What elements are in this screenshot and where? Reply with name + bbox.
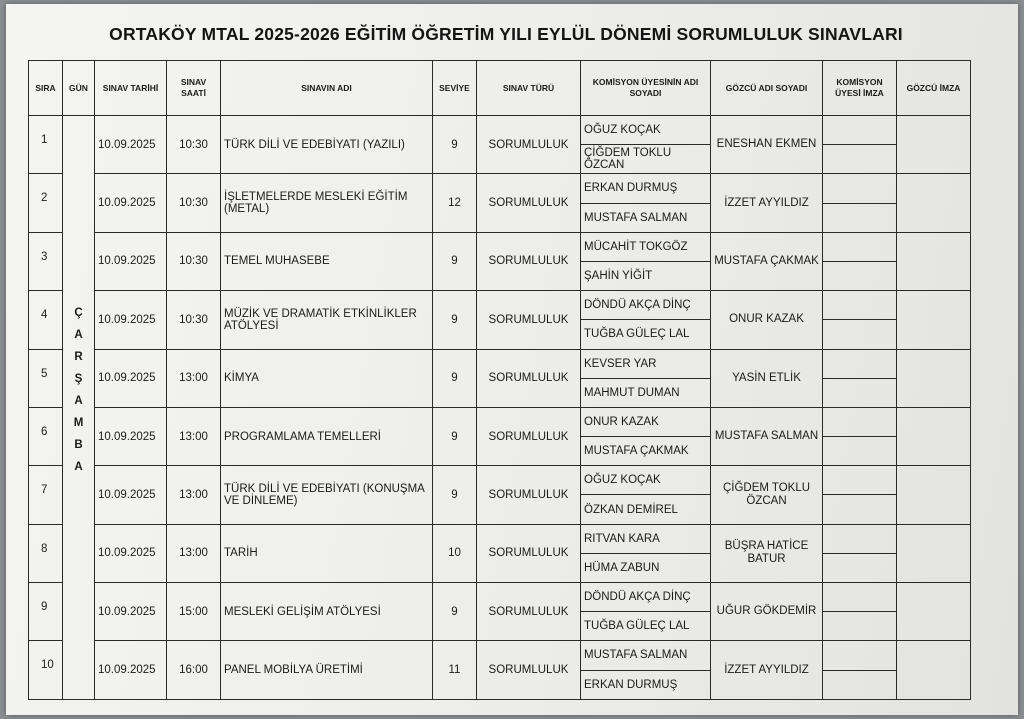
exam-level: 10 [433, 524, 477, 582]
proctor-signature-cell [897, 349, 971, 407]
exam-type: SORUMLULUK [477, 174, 581, 232]
proctor-name: İZZET AYYILDIZ [711, 174, 823, 232]
commission-member: DÖNDÜ AKÇA DİNÇ [581, 583, 711, 612]
commission-signature-cell [823, 670, 897, 699]
commission-member: OĞUZ KOÇAK [581, 466, 711, 495]
row-number: 9 [29, 583, 63, 641]
exam-type: SORUMLULUK [477, 466, 581, 524]
proctor-signature-cell [897, 232, 971, 290]
commission-signature-cell [823, 407, 897, 436]
commission-signature-cell [823, 495, 897, 524]
proctor-name: MUSTAFA ÇAKMAK [711, 232, 823, 290]
commission-member: ERKAN DURMUŞ [581, 174, 711, 203]
table-header-row [29, 61, 971, 116]
commission-signature-cell [823, 466, 897, 495]
header-komisyon-imza: KOMİSYON ÜYESİ İMZA [823, 61, 897, 116]
commission-signature-cell [823, 232, 897, 261]
exam-date: 10.09.2025 [95, 583, 167, 641]
commission-member: TUĞBA GÜLEÇ LAL [581, 320, 711, 349]
exam-type: SORUMLULUK [477, 407, 581, 465]
exam-name: TÜRK DİLİ VE EDEBİYATI (YAZILI) [221, 116, 433, 174]
proctor-signature-cell [897, 466, 971, 524]
exam-name: İŞLETMELERDE MESLEKİ EĞİTİM (METAL) [221, 174, 433, 232]
commission-signature-cell [823, 437, 897, 466]
exam-time: 10:30 [167, 116, 221, 174]
header-seviye: SEVİYE [433, 61, 477, 116]
page-title: ORTAKÖY MTAL 2025-2026 EĞİTİM ÖĞRETİM YILI EYLÜL DÖNEMİ SORUMLULUK SINAVLARI [109, 24, 903, 44]
commission-signature-cell [823, 612, 897, 641]
row-number: 7 [29, 466, 63, 524]
exam-type: SORUMLULUK [477, 349, 581, 407]
document-page [6, 4, 1018, 715]
day-letter: A [74, 329, 83, 341]
exam-date: 10.09.2025 [95, 349, 167, 407]
commission-signature-cell [823, 553, 897, 582]
day-letter: Ç [74, 307, 83, 319]
exam-type: SORUMLULUK [477, 583, 581, 641]
day-letter: M [73, 417, 84, 429]
proctor-signature-cell [897, 116, 971, 174]
exam-date: 10.09.2025 [95, 232, 167, 290]
exam-time: 16:00 [167, 641, 221, 700]
row-number: 8 [29, 524, 63, 582]
exam-date: 10.09.2025 [95, 407, 167, 465]
exam-date: 10.09.2025 [95, 291, 167, 349]
exam-level: 12 [433, 174, 477, 232]
table-row [29, 349, 971, 378]
exam-level: 9 [433, 466, 477, 524]
row-number: 3 [29, 232, 63, 290]
commission-signature-cell [823, 583, 897, 612]
exam-time: 10:30 [167, 174, 221, 232]
exam-type: SORUMLULUK [477, 116, 581, 174]
exam-date: 10.09.2025 [95, 174, 167, 232]
commission-member: HÜMA ZABUN [581, 553, 711, 582]
exam-name: MESLEKİ GELİŞİM ATÖLYESİ [221, 583, 433, 641]
exam-time: 10:30 [167, 232, 221, 290]
day-letter: A [74, 461, 83, 473]
exam-level: 11 [433, 641, 477, 700]
commission-signature-cell [823, 524, 897, 553]
commission-member: MUSTAFA SALMAN [581, 203, 711, 232]
exam-name: MÜZİK VE DRAMATİK ETKİNLİKLER ATÖLYESİ [221, 291, 433, 349]
proctor-signature-cell [897, 174, 971, 232]
row-number: 5 [29, 349, 63, 407]
header-tur: SINAV TÜRÜ [477, 61, 581, 116]
commission-member: MUSTAFA ÇAKMAK [581, 437, 711, 466]
exam-date: 10.09.2025 [95, 641, 167, 700]
proctor-signature-cell [897, 291, 971, 349]
day-letter: R [74, 351, 83, 363]
proctor-name: BÜŞRA HATİCE BATUR [711, 524, 823, 582]
exam-level: 9 [433, 583, 477, 641]
commission-member: OĞUZ KOÇAK [581, 116, 711, 145]
exam-time: 13:00 [167, 349, 221, 407]
exam-time: 10:30 [167, 291, 221, 349]
row-number: 10 [29, 641, 63, 700]
exam-name: TEMEL MUHASEBE [221, 232, 433, 290]
row-number: 4 [29, 291, 63, 349]
table-row [29, 641, 971, 670]
commission-signature-cell [823, 203, 897, 232]
proctor-name: MUSTAFA SALMAN [711, 407, 823, 465]
commission-member: RITVAN KARA [581, 524, 711, 553]
commission-signature-cell [823, 378, 897, 407]
table-row [29, 232, 971, 261]
day-cell [63, 116, 95, 700]
proctor-signature-cell [897, 583, 971, 641]
header-komisyon: KOMİSYON ÜYESİNİN ADI SOYADI [581, 61, 711, 116]
proctor-name: ONUR KAZAK [711, 291, 823, 349]
proctor-name: UĞUR GÖKDEMİR [711, 583, 823, 641]
table-row [29, 466, 971, 495]
exam-name: PANEL MOBİLYA ÜRETİMİ [221, 641, 433, 700]
commission-member: ERKAN DURMUŞ [581, 670, 711, 699]
commission-member: ÖZKAN DEMİREL [581, 495, 711, 524]
commission-signature-cell [823, 174, 897, 203]
exam-level: 9 [433, 349, 477, 407]
commission-member: MAHMUT DUMAN [581, 378, 711, 407]
row-number: 2 [29, 174, 63, 232]
exam-level: 9 [433, 407, 477, 465]
exam-name: TÜRK DİLİ VE EDEBİYATI (KONUŞMA VE DİNLEME) [221, 466, 433, 524]
header-ad: SINAVIN ADI [221, 61, 433, 116]
table-row [29, 524, 971, 553]
row-number: 1 [29, 116, 63, 174]
exam-type: SORUMLULUK [477, 232, 581, 290]
proctor-signature-cell [897, 524, 971, 582]
exam-name: TARİH [221, 524, 433, 582]
proctor-name: ÇİĞDEM TOKLU ÖZCAN [711, 466, 823, 524]
proctor-signature-cell [897, 407, 971, 465]
exam-date: 10.09.2025 [95, 466, 167, 524]
day-letter: A [74, 395, 83, 407]
exam-time: 15:00 [167, 583, 221, 641]
header-sira: SIRA [29, 61, 63, 116]
commission-member: MUSTAFA SALMAN [581, 641, 711, 670]
header-saat: SINAV SAATİ [167, 61, 221, 116]
header-gozcu-imza: GÖZCÜ İMZA [897, 61, 971, 116]
proctor-signature-cell [897, 641, 971, 700]
commission-member: DÖNDÜ AKÇA DİNÇ [581, 291, 711, 320]
exam-level: 9 [433, 232, 477, 290]
commission-signature-cell [823, 349, 897, 378]
commission-signature-cell [823, 320, 897, 349]
day-letter: Ş [74, 373, 83, 385]
header-gozcu: GÖZCÜ ADI SOYADI [711, 61, 823, 116]
commission-member: ÇİĞDEM TOKLU ÖZCAN [581, 145, 711, 174]
exam-time: 13:00 [167, 466, 221, 524]
commission-signature-cell [823, 116, 897, 145]
row-number: 6 [29, 407, 63, 465]
table-row [29, 291, 971, 320]
proctor-name: ENESHAN EKMEN [711, 116, 823, 174]
commission-signature-cell [823, 261, 897, 290]
commission-member: ŞAHİN YİĞİT [581, 261, 711, 290]
exam-type: SORUMLULUK [477, 291, 581, 349]
header-gun: GÜN [63, 61, 95, 116]
commission-signature-cell [823, 291, 897, 320]
exam-schedule-table [28, 60, 971, 700]
commission-member: ONUR KAZAK [581, 407, 711, 436]
proctor-name: YASİN ETLİK [711, 349, 823, 407]
table-row [29, 583, 971, 612]
header-tarih: SINAV TARİHİ [95, 61, 167, 116]
commission-member: TUĞBA GÜLEÇ LAL [581, 612, 711, 641]
commission-signature-cell [823, 145, 897, 174]
exam-level: 9 [433, 116, 477, 174]
table-row [29, 174, 971, 203]
exam-time: 13:00 [167, 407, 221, 465]
commission-member: MÜCAHİT TOKGÖZ [581, 232, 711, 261]
table-row [29, 407, 971, 436]
commission-member: KEVSER YAR [581, 349, 711, 378]
commission-signature-cell [823, 641, 897, 670]
exam-type: SORUMLULUK [477, 641, 581, 700]
exam-type: SORUMLULUK [477, 524, 581, 582]
table-row [29, 116, 971, 145]
exam-time: 13:00 [167, 524, 221, 582]
exam-date: 10.09.2025 [95, 116, 167, 174]
day-letter: B [74, 439, 83, 451]
exam-date: 10.09.2025 [95, 524, 167, 582]
proctor-name: İZZET AYYILDIZ [711, 641, 823, 700]
exam-level: 9 [433, 291, 477, 349]
exam-name: PROGRAMLAMA TEMELLERİ [221, 407, 433, 465]
exam-name: KİMYA [221, 349, 433, 407]
